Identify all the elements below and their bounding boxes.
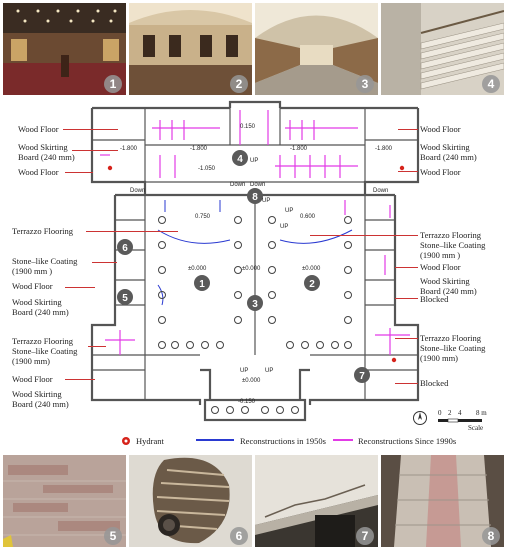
leader-right-5 bbox=[395, 298, 418, 299]
label-right-wood-floor-1: Wood Floor bbox=[420, 124, 461, 134]
photo-2-arched-hall bbox=[129, 3, 252, 95]
photo-number-6: 6 bbox=[230, 527, 248, 545]
level-1050: -1.050 bbox=[198, 166, 216, 172]
leader-right-3 bbox=[310, 235, 418, 236]
leader-left-5 bbox=[92, 262, 117, 263]
level-0000-d: ±0.000 bbox=[242, 378, 261, 384]
scale-tick-8: 8 m bbox=[476, 409, 487, 417]
label-right-terrazzo-2: Terrazzo Flooring bbox=[420, 333, 482, 343]
label-right-wood-skirting-1b: Board (240 mm) bbox=[420, 152, 477, 162]
leader-right-6 bbox=[395, 338, 418, 339]
label-right-wood-floor-2: Wood Floor bbox=[420, 167, 461, 177]
leader-left-8 bbox=[65, 379, 95, 380]
label-left-wood-skirting-4b: Board (240 mm) bbox=[12, 399, 69, 409]
stair-down-1: Down bbox=[130, 188, 146, 194]
stair-up-3: UP bbox=[285, 208, 294, 214]
marker-3: 3 bbox=[252, 299, 258, 310]
leader-left-3 bbox=[65, 172, 93, 173]
photo-6-ceiling-damage bbox=[129, 455, 252, 547]
photo-1-auditorium bbox=[3, 3, 126, 95]
level-0000-c: ±0.000 bbox=[302, 266, 321, 272]
marker-1: 1 bbox=[199, 279, 205, 290]
level-1800-a: -1.800 bbox=[120, 146, 138, 152]
leader-left-6 bbox=[65, 287, 95, 288]
level-0000-a: ±0.000 bbox=[188, 266, 207, 272]
stair-up-6: UP bbox=[265, 368, 274, 374]
leader-left-1 bbox=[63, 129, 118, 130]
stair-up-4: UP bbox=[280, 224, 289, 230]
photo-7-wall-crack bbox=[255, 455, 378, 547]
stair-up-5: UP bbox=[240, 368, 249, 374]
label-right-wood-floor-3: Wood Floor bbox=[420, 262, 461, 272]
label-left-wood-skirting-1b: Board (240 mm) bbox=[18, 152, 75, 162]
label-left-stone-2a: Stone–like Coating bbox=[12, 346, 78, 356]
label-left-stone-1b: (1900 mm ) bbox=[12, 266, 53, 276]
hydrant-icon bbox=[121, 436, 131, 446]
level-1800-c: -1.800 bbox=[290, 146, 308, 152]
label-left-wood-skirting-3b: Board (240 mm) bbox=[12, 307, 69, 317]
photo-5-terrazzo-floor bbox=[3, 455, 126, 547]
photo-number-7: 7 bbox=[356, 527, 374, 545]
label-right-blocked-1: Blocked bbox=[420, 294, 449, 304]
label-left-wood-floor-3: Wood Floor bbox=[12, 281, 53, 291]
label-left-wood-floor-4: Wood Floor bbox=[12, 374, 53, 384]
label-right-stone-1a: Stone–like Coating bbox=[420, 240, 486, 250]
marker-7: 7 bbox=[359, 371, 365, 382]
legend-reconstructions-since-1990s: Reconstructions Since 1990s bbox=[358, 436, 457, 446]
label-right-stone-2a: Stone–like Coating bbox=[420, 343, 486, 353]
level-0150-top: 0.150 bbox=[240, 124, 256, 130]
stair-down-3: Down bbox=[250, 182, 266, 188]
leader-right-2 bbox=[398, 171, 418, 172]
label-left-stone-1a: Stone–like Coating bbox=[12, 256, 78, 266]
label-right-stone-2b: (1900 mm) bbox=[420, 353, 459, 363]
leader-left-2 bbox=[72, 150, 118, 151]
leader-left-7 bbox=[88, 346, 106, 347]
label-left-wood-skirting-3a: Wood Skirting bbox=[12, 297, 62, 307]
legend-reconstructions-1950s: Reconstructions in 1950s bbox=[240, 436, 326, 446]
leader-right-7 bbox=[395, 383, 418, 384]
label-right-terrazzo-1: Terrazzo Flooring bbox=[420, 230, 482, 240]
stair-up-2: UP bbox=[262, 198, 271, 204]
photo-number-4: 4 bbox=[482, 75, 500, 93]
leader-left-4 bbox=[86, 231, 178, 232]
stair-down-2: Down bbox=[230, 182, 246, 188]
scale-label: Scale bbox=[468, 424, 484, 432]
photo-3-vaulted-corridor bbox=[255, 3, 378, 95]
marker-2: 2 bbox=[309, 279, 315, 290]
leader-right-1 bbox=[398, 129, 418, 130]
north-arrow-icon bbox=[412, 410, 428, 426]
legend-magenta-line-swatch bbox=[333, 436, 355, 444]
legend-hydrant: Hydrant bbox=[136, 436, 164, 446]
photo-8-stair-threshold bbox=[381, 455, 504, 547]
label-left-wood-skirting-1a: Wood Skirting bbox=[18, 142, 68, 152]
level-0150-bot: -0.150 bbox=[238, 399, 256, 405]
marker-8: 8 bbox=[252, 192, 258, 203]
marker-5: 5 bbox=[122, 293, 128, 304]
level-1800-d: -1.800 bbox=[375, 146, 393, 152]
legend bbox=[0, 434, 507, 448]
label-right-stone-1b: (1900 mm ) bbox=[420, 250, 461, 260]
label-left-wood-floor-1: Wood Floor bbox=[18, 124, 59, 134]
label-right-wood-skirting-3b: Board (240 mm) bbox=[420, 286, 477, 296]
label-right-wood-skirting-3a: Wood Skirting bbox=[420, 276, 470, 286]
label-right-wood-skirting-1a: Wood Skirting bbox=[420, 142, 470, 152]
photo-4-staircase bbox=[381, 3, 504, 95]
photo-number-5: 5 bbox=[104, 527, 122, 545]
level-0750: 0.750 bbox=[195, 214, 211, 220]
level-1800-b: -1.800 bbox=[190, 146, 208, 152]
photo-number-1: 1 bbox=[104, 75, 122, 93]
label-left-wood-floor-2: Wood Floor bbox=[18, 167, 59, 177]
marker-6: 6 bbox=[122, 243, 128, 254]
label-left-wood-skirting-4a: Wood Skirting bbox=[12, 389, 62, 399]
scale-tick-4: 4 bbox=[458, 409, 462, 417]
label-left-terrazzo-2: Terrazzo Flooring bbox=[12, 336, 74, 346]
leader-right-4 bbox=[395, 267, 418, 268]
photo-number-2: 2 bbox=[230, 75, 248, 93]
floor-plan bbox=[90, 100, 420, 430]
label-right-blocked-2: Blocked bbox=[420, 378, 449, 388]
marker-4: 4 bbox=[237, 154, 243, 165]
photo-number-8: 8 bbox=[482, 527, 500, 545]
photo-number-3: 3 bbox=[356, 75, 374, 93]
legend-blue-line-swatch bbox=[196, 436, 236, 444]
stair-down-4: Down bbox=[373, 188, 389, 194]
label-left-stone-2b: (1900 mm) bbox=[12, 356, 51, 366]
level-0600: 0.600 bbox=[300, 214, 316, 220]
stair-up-1: UP bbox=[250, 158, 259, 164]
scale-tick-2: 2 bbox=[448, 409, 452, 417]
level-0000-b: ±0.000 bbox=[242, 266, 261, 272]
scale-tick-0: 0 bbox=[438, 409, 442, 417]
label-left-terrazzo-1: Terrazzo Flooring bbox=[12, 226, 74, 236]
